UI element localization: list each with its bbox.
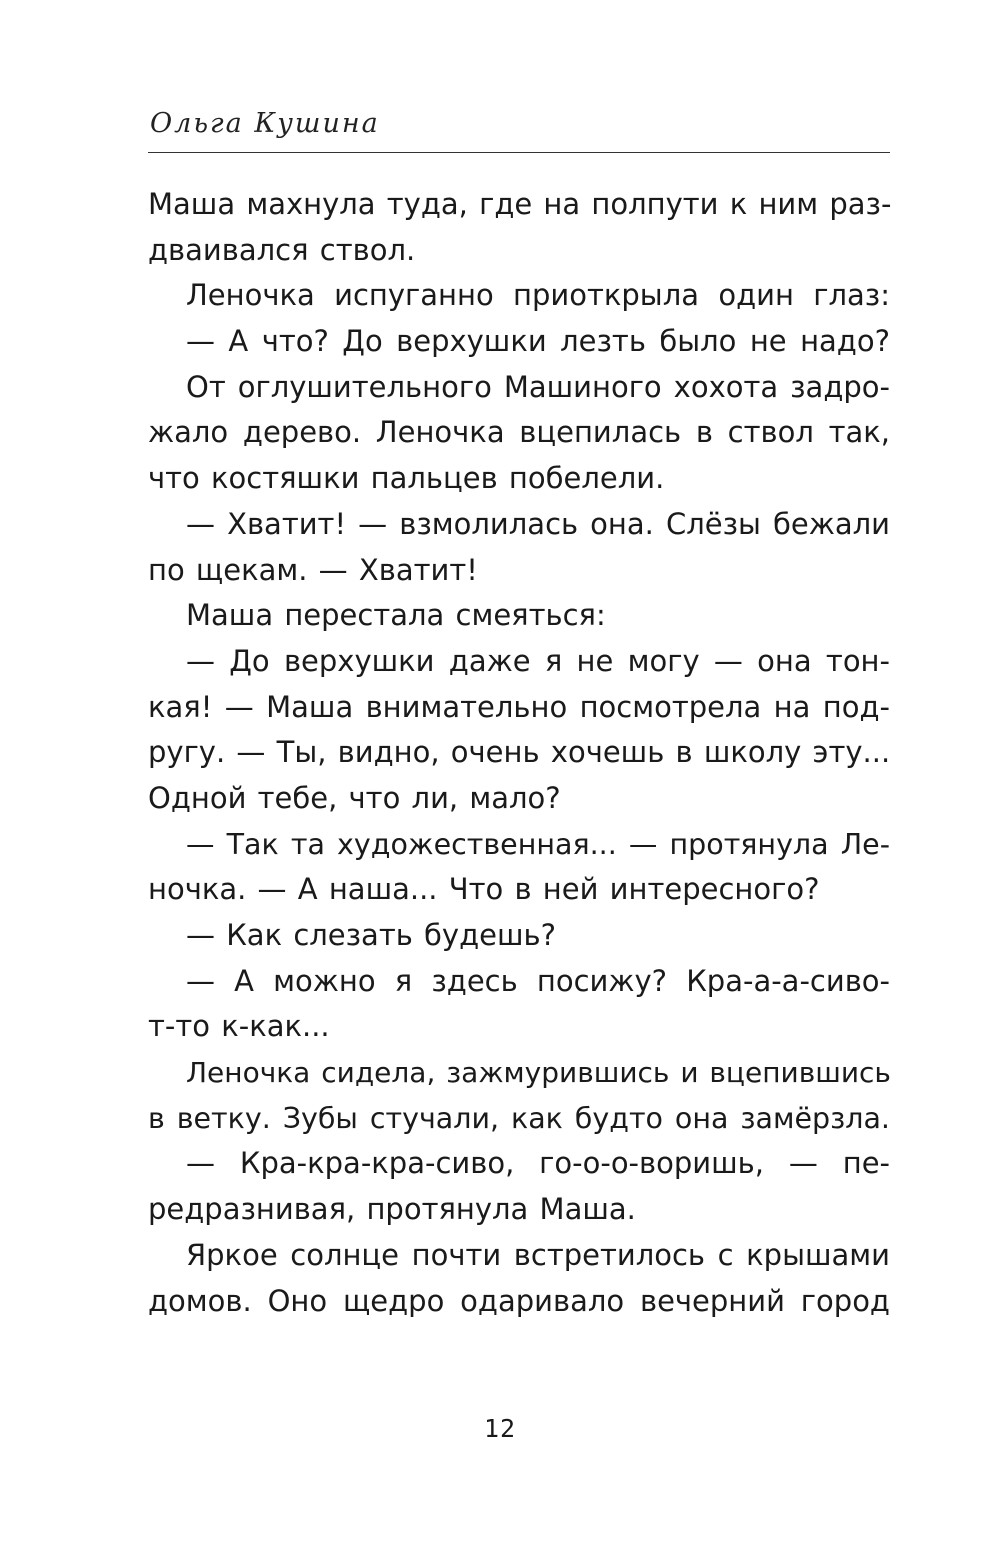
text-line: ночка. — А наша... Что в ней интересного? [148, 872, 820, 907]
text-line: жало дерево. Леночка вцепилась в ствол так, [148, 415, 890, 450]
text-line: в ветку. Зубы стучали, как будто она замёрзла. [148, 1101, 890, 1135]
text-line: — Так та художественная... — протянула Ле- [186, 827, 890, 861]
header-divider [148, 152, 890, 153]
text-line: т-то к-как... [148, 1009, 330, 1044]
text-line: ругу. — Ты, видно, очень хочешь в школу эту... [148, 735, 891, 770]
text-line: — Кра-кра-кра-сиво, го-о-о-воришь, — пе- [186, 1146, 890, 1181]
running-header [148, 100, 890, 156]
text-line: — До верхушки даже я не могу — она тон- [186, 643, 890, 678]
text-line: что костяшки пальцев побелели. [148, 461, 665, 496]
text-line: дваивался ствол. [148, 232, 416, 267]
text-line: по щекам. — Хватит! [148, 552, 478, 587]
text-line: — А можно я здесь посижу? Кра-а-а-сиво- [186, 963, 890, 998]
text-line: Леночка испуганно приоткрыла один глаз: [186, 278, 890, 313]
text-line: Маша махнула туда, где на полпути к ним раз- [148, 187, 892, 221]
text-line: — А что? До верхушки лезть было не надо? [186, 324, 890, 359]
text-line: Маша перестала смеяться: [186, 598, 606, 633]
page-number: 12 [483, 1414, 517, 1443]
author-name: Ольга Кушина [150, 108, 380, 139]
text-line: — Хватит! — взмолилась она. Слёзы бежали [186, 506, 890, 541]
text-line: Яркое солнце почти встретилось с крышами [186, 1237, 890, 1272]
text-line: От оглушительного Машиного хохота задро- [186, 369, 890, 404]
text-line: Леночка сидела, зажмурившись и вцепившись [186, 1056, 891, 1090]
text-line: — Как слезать будешь? [186, 918, 556, 952]
text-line: Одной тебе, что ли, мало? [148, 780, 561, 815]
text-line: редразнивая, протянула Маша. [148, 1192, 636, 1227]
text-line: кая! — Маша внимательно посмотрела на под- [148, 689, 890, 724]
text-line: домов. Оно щедро одаривало вечерний город [148, 1283, 890, 1318]
body-text [148, 182, 890, 1324]
